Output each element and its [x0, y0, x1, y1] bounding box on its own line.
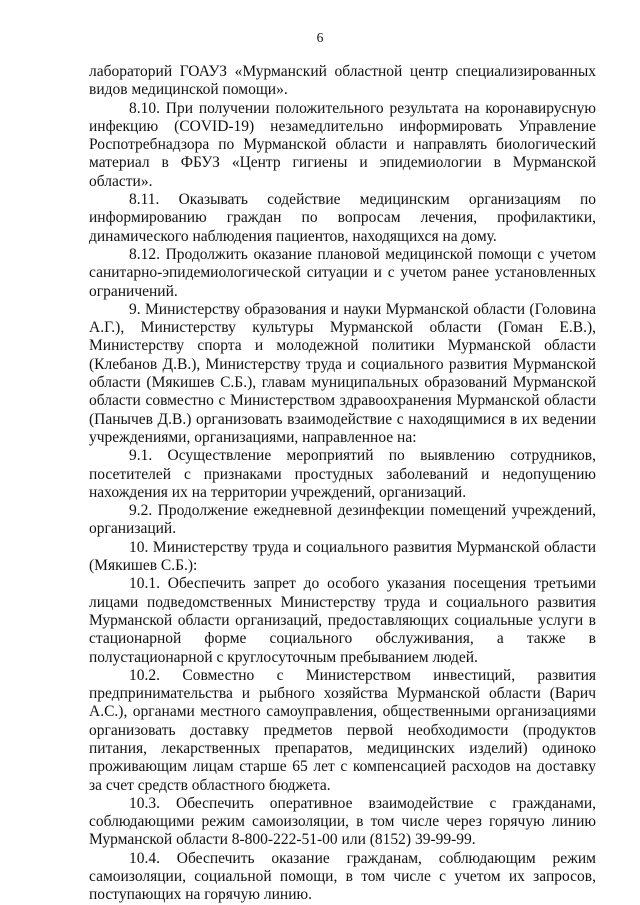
paragraph-10-3: 10.3. Обеспечить оперативное взаимодействие с гражданами, соблюдающими режим самоизоляции, в том числе через горячую линию Мурманской области 8-800-222-51-00 или (8152) 39-99-99. — [89, 794, 596, 849]
paragraph-8-12: 8.12. Продолжить оказание плановой медицинской помощи с учетом санитарно-эпидемиологической ситуации и с учетом ранее установленных ограничений. — [89, 245, 596, 300]
paragraph-10: 10. Министерству труда и социального развития Мурманской области (Мякишев С.Б.): — [89, 538, 596, 575]
page-number: 6 — [316, 30, 324, 45]
paragraph-9-1: 9.1. Осуществление мероприятий по выявлению сотрудников, посетителей с признаками простудных заболеваний и недопущению нахождения их на территории учреждений, организаций. — [89, 447, 596, 501]
paragraph-9-2: 9.2. Продолжение ежедневной дезинфекции помещений учреждений, организаций. — [89, 502, 596, 538]
paragraph-10-4: 10.4. Обеспечить оказание гражданам, соблюдающим режим самоизоляции, социальной помощи, в том числе с учетом их запросов, поступающих на горячую линию. — [89, 849, 596, 904]
paragraph-10-1: 10.1. Обеспечить запрет до особого указания посещения третьими лицами подведомственных Министерству труда и социального развития Мурманской области организаций, предоставляющих социальные услуги в стационарной форме социального обслуживания, а также в полустационарной с круглосуточным пребыванием людей. — [89, 575, 596, 666]
paragraph-9: 9. Министерству образования и науки Мурманской области (Головина А.Г.), Министерству культуры Мурманской области (Гоман Е.В.), Министерству спорта и молодежной политики Мурманской области (Клебанов Д.В.), Министерству труда и социального развития Мурманской области (Мякишев С.Б.), главам муниципальных образований Мурманской области совместно с Министерством здравоохранения Мурманской области (Панычев Д.В.) организовать взаимодействие с находящимися в их ведении учреждениями, организациями, направленное на: — [89, 300, 596, 446]
paragraph-10-2: 10.2. Совместно с Министерством инвестиций, развития предпринимательства и рыбного хозяйства Мурманской области (Варич А.С.), органами местного самоуправления, общественными организациями организовать доставку предметов первой необходимости (продуктов питания, лекарственных препаратов, медицинских изделий) одиноко проживающим лицам старше 65 лет с компенсацией расходов на доставку за счет средств областного бюджета. — [89, 666, 596, 794]
paragraph-continuation: лабораторий ГОАУЗ «Мурманский областной центр специализированных видов медицинской помощи». — [89, 63, 596, 99]
paragraph-8-11: 8.11. Оказывать содействие медицинским организациям по информированию граждан по вопросам лечения, профилактики, динамического наблюдения пациентов, находящихся на дому. — [89, 191, 596, 245]
document-body — [89, 63, 596, 905]
paragraph-8-10: 8.10. При получении положительного результата на коронавирусную инфекцию (COVID-19) незамедлительно информировать Управление Роспотребнадзора по Мурманской области и направлять биологический материал в ФБУЗ «Центр гигиены и эпидемиологии в Мурманской области». — [89, 99, 596, 190]
